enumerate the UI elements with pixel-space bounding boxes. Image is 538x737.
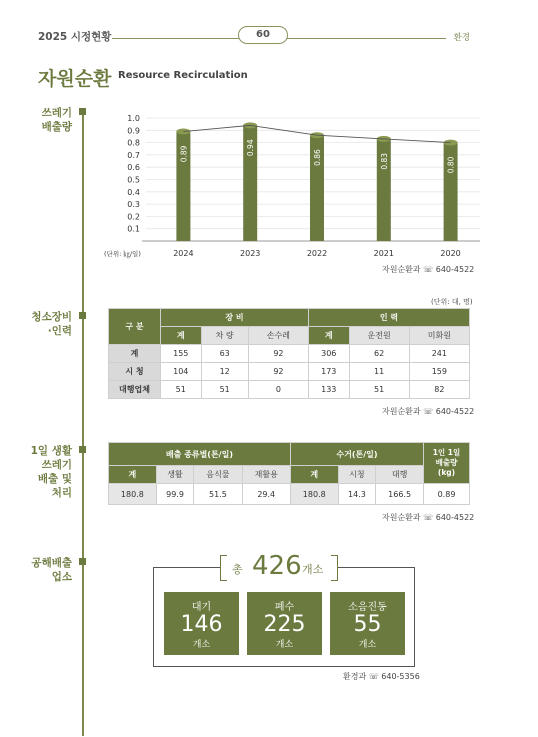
table-cell: 155 — [161, 345, 202, 363]
table-row — [109, 363, 470, 381]
bar-value-label: 0.83 — [379, 152, 389, 170]
table-cell: 306 — [309, 345, 350, 363]
daily-subhead: 시청 — [338, 466, 376, 484]
table-cell: 51.5 — [194, 484, 242, 505]
table-cell: 241 — [409, 345, 469, 363]
equipment-unit: (단위: 대, 명) — [431, 298, 473, 306]
table-cell: 92 — [248, 363, 308, 381]
total-unit: 개소 — [302, 563, 324, 576]
y-tick-label: 0.2 — [127, 212, 140, 222]
contact-waste: 자원순환과 ☏ 640-4522 — [382, 265, 475, 274]
daily-subhead: 대행 — [376, 466, 424, 484]
section-marker-equipment — [79, 312, 86, 319]
equipment-subhead: 차 량 — [201, 327, 248, 345]
header-left: 2025 시정현황 — [38, 31, 112, 43]
chart-unit-label: (단위: ㎏/일) — [104, 250, 141, 258]
daily-subhead: 계 — [109, 466, 157, 484]
pollution-box-wastewater — [247, 592, 322, 655]
x-tick-label: 2020 — [440, 249, 461, 258]
header-rule-right — [286, 38, 446, 39]
daily-subhead: 재활용 — [242, 466, 290, 484]
bracket-right — [331, 555, 338, 581]
equipment-subhead: 운전원 — [349, 327, 409, 345]
table-cell: 173 — [309, 363, 350, 381]
table-cell: 51 — [349, 381, 409, 399]
equipment-table — [108, 308, 470, 399]
y-tick-label: 0.4 — [127, 187, 140, 197]
section-label-waste: 쓰레기 배출량 — [41, 107, 72, 133]
box-value: 225 — [263, 612, 306, 637]
page-number: 60 — [238, 26, 288, 44]
table-cell: 133 — [309, 381, 350, 399]
daily-per-capita-head: 1인 1일 배출량 (kg) — [424, 443, 470, 484]
section-label-pollution: 공해배출 업소 — [31, 557, 72, 583]
section-marker-waste — [79, 108, 86, 115]
waste-chart — [96, 108, 480, 264]
bracket-left — [220, 555, 227, 581]
table-cell: 99.9 — [156, 484, 194, 505]
y-tick-label: 0.6 — [127, 163, 140, 173]
row-label: 대행업체 — [109, 381, 161, 399]
equipment-group-staff: 인 력 — [309, 309, 470, 327]
table-cell: 29.4 — [242, 484, 290, 505]
box-label: 대기 — [191, 602, 212, 613]
total-value: 426 — [252, 551, 302, 581]
header-right: 환경 — [453, 33, 470, 43]
table-cell: 0 — [248, 381, 308, 399]
table-cell: 166.5 — [376, 484, 424, 505]
bar-value-label: 0.86 — [313, 149, 322, 166]
section-label-daily: 1일 생활 쓰레기 배출 및 처리 — [30, 445, 72, 499]
section-label-equipment: 청소장비 ·인력 — [31, 311, 72, 337]
section-marker-pollution — [79, 558, 86, 565]
bar-value-label: 0.94 — [246, 139, 256, 157]
bar-value-label: 0.80 — [446, 156, 456, 174]
pollution-total — [220, 553, 338, 583]
page-subtitle: Resource Recirculation — [118, 70, 248, 81]
total-prefix: 총 — [232, 563, 243, 576]
table-cell: 92 — [248, 345, 308, 363]
table-cell: 63 — [201, 345, 248, 363]
box-unit: 개소 — [358, 640, 377, 650]
table-cell: 159 — [409, 363, 469, 381]
contact-daily: 자원순환과 ☏ 640-4522 — [382, 513, 475, 522]
equipment-subhead: 손수레 — [248, 327, 308, 345]
box-unit: 개소 — [275, 640, 294, 650]
daily-group-emission: 배출 종류별(톤/일) — [109, 443, 291, 466]
daily-waste-table — [108, 442, 470, 505]
y-tick-label: 0.5 — [127, 175, 140, 185]
y-tick-label: 0.3 — [127, 200, 140, 210]
row-label: 시 청 — [109, 363, 161, 381]
x-tick-label: 2023 — [240, 249, 261, 258]
table-cell: 51 — [201, 381, 248, 399]
table-cell: 180.8 — [109, 484, 157, 505]
page-title: 자원순환 — [38, 68, 112, 90]
box-label: 폐수 — [274, 602, 295, 613]
y-tick-label: 1.0 — [127, 114, 140, 123]
equipment-subhead: 계 — [309, 327, 350, 345]
x-tick-label: 2021 — [373, 249, 394, 258]
table-cell: 0.89 — [424, 484, 470, 505]
table-cell: 62 — [349, 345, 409, 363]
table-cell: 14.3 — [338, 484, 376, 505]
timeline-line — [82, 110, 84, 736]
table-cell: 51 — [161, 381, 202, 399]
pollution-box-noise — [330, 592, 405, 655]
header-rule-left — [112, 38, 240, 39]
box-value: 146 — [180, 612, 223, 637]
equipment-group-gear: 장 비 — [161, 309, 309, 327]
y-tick-label: 0.8 — [127, 138, 140, 148]
daily-subhead: 계 — [290, 466, 338, 484]
daily-subhead: 음식물 — [194, 466, 242, 484]
daily-group-collection: 수거(톤/일) — [290, 443, 423, 466]
box-unit: 개소 — [192, 640, 211, 650]
table-cell: 11 — [349, 363, 409, 381]
pollution-box-air — [164, 592, 239, 655]
contact-pollution: 환경과 ☏ 640-5356 — [343, 672, 420, 681]
table-cell: 82 — [409, 381, 469, 399]
box-value: 55 — [353, 612, 382, 637]
y-tick-label: 0.1 — [127, 224, 140, 234]
row-label: 계 — [109, 345, 161, 363]
table-cell: 12 — [201, 363, 248, 381]
y-tick-label: 0.7 — [127, 150, 140, 160]
section-marker-daily — [79, 446, 86, 453]
equipment-subhead: 계 — [161, 327, 202, 345]
table-row — [109, 484, 470, 505]
x-tick-label: 2024 — [173, 249, 194, 258]
table-cell: 180.8 — [290, 484, 338, 505]
x-tick-label: 2022 — [306, 249, 328, 258]
table-row — [109, 381, 470, 399]
bar-value-label: 0.89 — [179, 145, 189, 163]
daily-subhead: 생활 — [156, 466, 194, 484]
box-label: 소음진동 — [348, 602, 387, 613]
contact-equipment: 자원순환과 ☏ 640-4522 — [382, 407, 475, 416]
table-cell: 104 — [161, 363, 202, 381]
table-row — [109, 345, 470, 363]
equipment-subhead: 미화원 — [409, 327, 469, 345]
equipment-corner: 구 분 — [109, 309, 161, 345]
y-tick-label: 0.9 — [127, 126, 140, 136]
